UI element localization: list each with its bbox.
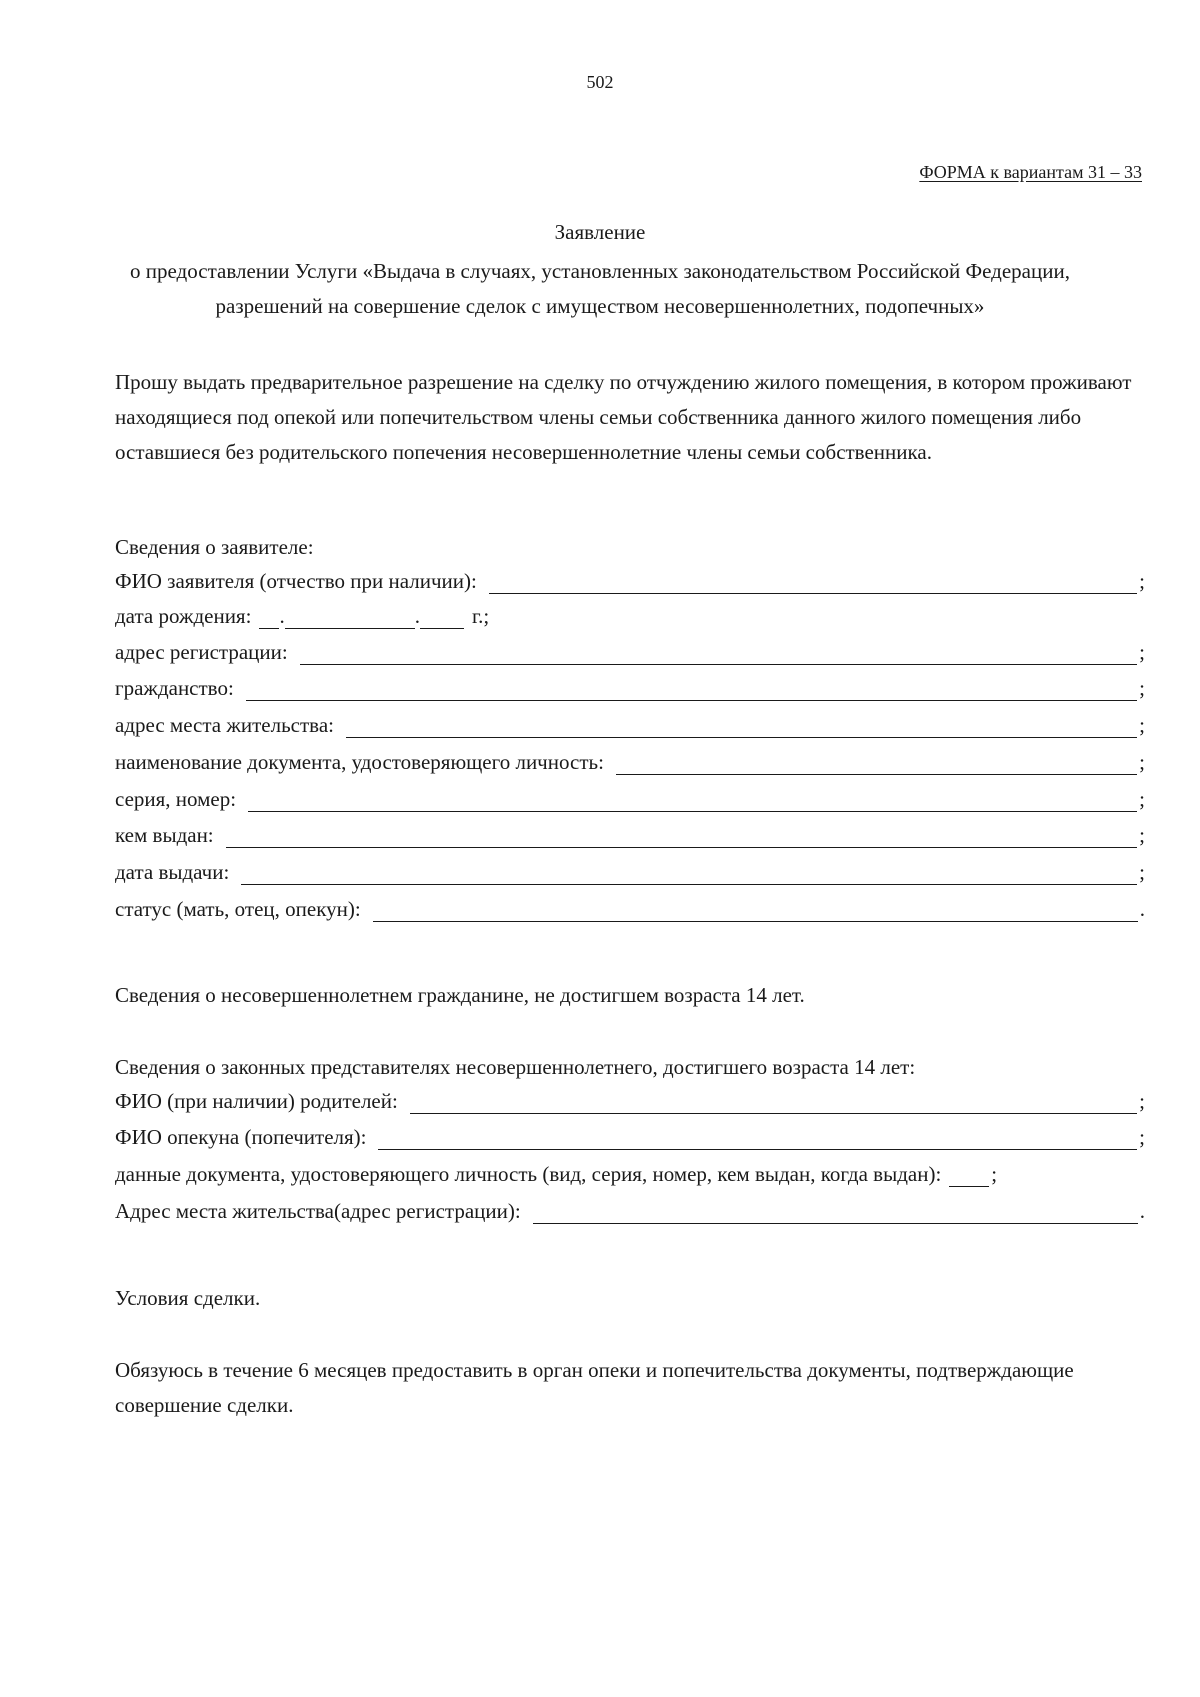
status-label: статус (мать, отец, опекун): bbox=[115, 897, 361, 921]
guardian-fio-label: ФИО опекуна (попечителя): bbox=[115, 1125, 367, 1149]
series-number-input-line[interactable] bbox=[248, 783, 1137, 812]
representative-address-label: Адрес места жительства(адрес регистрации): bbox=[115, 1199, 521, 1223]
series-number-field bbox=[115, 775, 1145, 812]
period: . bbox=[1139, 897, 1145, 921]
obligation-paragraph: Обязуюсь в течение 6 месяцев предоставить в орган опеки и попечительства документы, подтверждающие совершение сделки. bbox=[115, 1358, 1074, 1417]
parents-fio-input-line[interactable] bbox=[410, 1085, 1137, 1114]
guardian-fio-input-line[interactable] bbox=[378, 1121, 1137, 1150]
status-field bbox=[115, 885, 1145, 922]
page-number: 502 bbox=[586, 72, 614, 92]
document-title: Заявление bbox=[554, 220, 646, 244]
birth-date-field bbox=[115, 592, 1145, 629]
form-reference: ФОРМА к вариантам 31 – 33 bbox=[919, 162, 1142, 182]
document-data-field bbox=[115, 1150, 1145, 1187]
semicolon: ; bbox=[1139, 640, 1145, 664]
semicolon: ; bbox=[1139, 750, 1145, 774]
registration-address-label: адрес регистрации: bbox=[115, 640, 288, 664]
birth-date-label: дата рождения: bbox=[115, 604, 252, 628]
document-subtitle: о предоставлении Услуги «Выдача в случаях, установленных законодательством Российской Федерации, разрешений на совершение сделок с имуществом несовершеннолетних, подопечных» bbox=[130, 259, 1070, 318]
semicolon: ; bbox=[991, 1162, 998, 1186]
date-dot: . bbox=[414, 604, 420, 628]
applicant-heading: Сведения о заявителе: bbox=[115, 535, 314, 559]
parents-fio-field bbox=[115, 1077, 1145, 1114]
semicolon: ; bbox=[1139, 823, 1145, 847]
issue-date-label: дата выдачи: bbox=[115, 860, 230, 884]
document-data-input-line[interactable] bbox=[949, 1158, 989, 1187]
issued-by-field bbox=[115, 811, 1145, 848]
birth-date-suffix: г.; bbox=[471, 604, 490, 628]
citizenship-label: гражданство: bbox=[115, 676, 234, 700]
citizenship-input-line[interactable] bbox=[246, 672, 1137, 701]
id-document-label: наименование документа, удостоверяющего личность: bbox=[115, 750, 604, 774]
registration-address-input-line[interactable] bbox=[300, 636, 1137, 665]
date-dot: . bbox=[279, 604, 285, 628]
minor-under-14-heading: Сведения о несовершеннолетнем гражданине, не достигшем возраста 14 лет. bbox=[115, 983, 805, 1007]
representatives-heading: Сведения о законных представителях несовершеннолетнего, достигшего возраста 14 лет: bbox=[115, 1055, 916, 1079]
representative-address-field bbox=[115, 1187, 1145, 1224]
deal-conditions: Условия сделки. bbox=[115, 1286, 261, 1310]
issued-by-label: кем выдан: bbox=[115, 823, 214, 847]
birth-year-blank[interactable] bbox=[420, 602, 464, 629]
applicant-fio-input-line[interactable] bbox=[489, 565, 1137, 594]
document-data-label: данные документа, удостоверяющего личность (вид, серия, номер, кем выдан, когда выдан): bbox=[115, 1162, 942, 1186]
request-paragraph: Прошу выдать предварительное разрешение на сделку по отчуждению жилого помещения, в котором проживают находящиеся под опекой или попечительством члены семьи собственника данного жилого помещения либо оставшиеся без родительского попечения несовершеннолетние члены семьи собственника. bbox=[115, 370, 1132, 464]
semicolon: ; bbox=[1139, 1089, 1145, 1113]
period: . bbox=[1139, 1199, 1145, 1223]
issued-by-input-line[interactable] bbox=[226, 819, 1138, 848]
semicolon: ; bbox=[1139, 713, 1145, 737]
semicolon: ; bbox=[1139, 1125, 1145, 1149]
applicant-fio-label: ФИО заявителя (отчество при наличии): bbox=[115, 569, 477, 593]
issue-date-input-line[interactable] bbox=[241, 856, 1137, 885]
semicolon: ; bbox=[1139, 860, 1145, 884]
birth-month-blank[interactable] bbox=[285, 602, 415, 629]
birth-day-blank[interactable] bbox=[259, 602, 279, 629]
semicolon: ; bbox=[1139, 676, 1145, 700]
series-number-label: серия, номер: bbox=[115, 787, 237, 811]
representative-address-input-line[interactable] bbox=[533, 1195, 1138, 1224]
parents-fio-label: ФИО (при наличии) родителей: bbox=[115, 1089, 398, 1113]
residence-address-field bbox=[115, 701, 1145, 738]
id-document-field bbox=[115, 738, 1145, 775]
guardian-fio-field bbox=[115, 1113, 1145, 1150]
semicolon: ; bbox=[1139, 787, 1145, 811]
citizenship-field bbox=[115, 664, 1145, 701]
id-document-input-line[interactable] bbox=[616, 746, 1137, 775]
issue-date-field bbox=[115, 848, 1145, 885]
residence-address-label: адрес места жительства: bbox=[115, 713, 334, 737]
semicolon: ; bbox=[1139, 569, 1145, 593]
applicant-fio-field bbox=[115, 557, 1145, 594]
residence-address-input-line[interactable] bbox=[346, 709, 1137, 738]
status-input-line[interactable] bbox=[373, 893, 1138, 922]
registration-address-field bbox=[115, 628, 1145, 665]
